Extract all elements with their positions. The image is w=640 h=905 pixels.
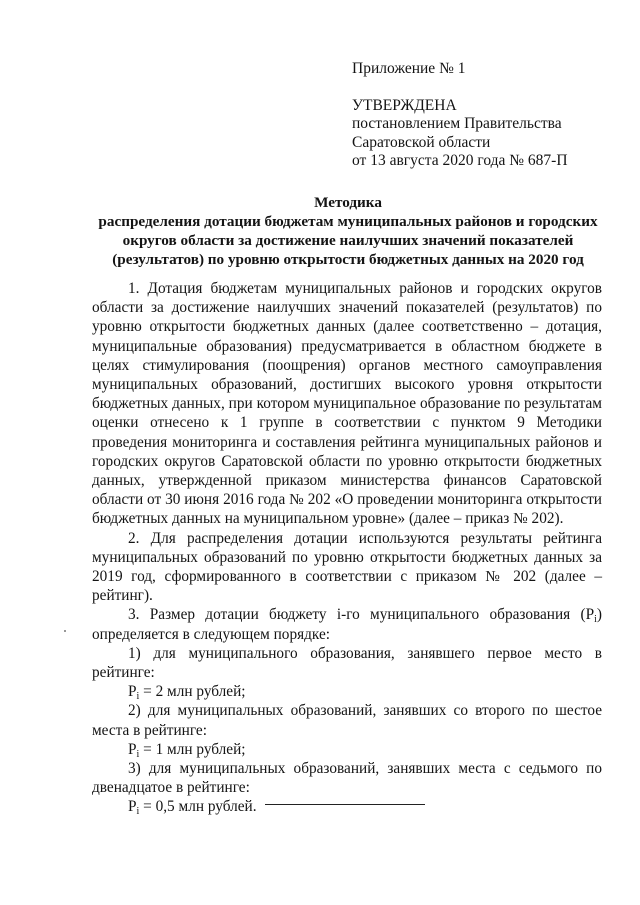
title-line-3: (результатов) по уровню открытости бюджетных данных на 2020 год xyxy=(112,251,584,268)
document-body xyxy=(92,279,602,817)
paragraph-2: 2. Для распределения дотации используются результаты рейтинга муниципальных образований по уровню открытости бюджетных данных за 2019 год, сформированного в соответствии с приказом № 202 (далее – рейтинг). xyxy=(92,529,602,605)
formula-3-value: = 0,5 млн рублей. xyxy=(139,798,257,816)
document-title xyxy=(84,193,612,269)
formula-3-symbol: P xyxy=(128,798,137,816)
approval-line-1: постановлением Правительства xyxy=(352,115,562,132)
appendix-label: Приложение № 1 xyxy=(352,60,466,77)
list-item-1: 1) для муниципального образования, занявшего первое место в рейтинге: xyxy=(92,644,602,682)
approved-label: УТВЕРЖДЕНА xyxy=(352,96,457,114)
formula-1 xyxy=(92,682,602,701)
title-line-2: округов области за достижение наилучших значений показателей xyxy=(122,232,574,249)
approval-line-3: от 13 августа 2020 года № 687-П xyxy=(352,152,568,169)
formula-1-symbol: P xyxy=(128,683,137,701)
scan-speck xyxy=(64,630,66,632)
formula-2-value: = 1 млн рублей; xyxy=(139,740,246,758)
formula-1-value: = 2 млн рублей; xyxy=(139,683,246,701)
formula-2-subscript: i xyxy=(136,748,140,760)
list-item-3: 3) для муниципальных образований, занявших места с седьмого по двенадцатое в рейтинге: xyxy=(92,760,602,797)
formula-1-subscript: i xyxy=(136,691,140,703)
formula-3-subscript: i xyxy=(136,806,140,818)
paragraph-3-subscript: i xyxy=(594,614,597,626)
paragraph-3-end: ) определяется в следующем порядке: xyxy=(92,606,602,643)
end-rule xyxy=(265,804,425,805)
list-item-2: 2) для муниципальных образований, занявших со второго по шестое места в рейтинге: xyxy=(92,702,602,739)
formula-2-symbol: P xyxy=(128,740,137,758)
paragraph-3 xyxy=(92,605,602,643)
approval-stamp xyxy=(352,60,622,171)
approval-line-2: Саратовской области xyxy=(352,133,491,151)
formula-2 xyxy=(92,740,602,759)
formula-3 xyxy=(92,797,602,816)
title-heading: Методика xyxy=(314,194,382,211)
title-line-1: распределения дотации бюджетам муниципальных районов и городских xyxy=(98,213,598,230)
paragraph-3-start: 3. Размер дотации бюджету i-го муниципального образования (P xyxy=(128,606,595,624)
paragraph-1: 1. Дотация бюджетам муниципальных районов и городских округов области за достижение наилучших значений показателей (результатов) по уровню открытости бюджетных данных (далее соответственно – дотация, муниципальные образования) предусматривается в областном бюджете в целях стимулирования (поощрения) органов местного самоуправления муниципальных образований, достигших высокого уровня открытости бюджетных данных, при котором муниципальное образование по результатам оценки отнесено к 1 группе в соответствии с пунктом 9 Методики проведения мониторинга и составления рейтинга муниципальных районов и городских округов Саратовской области по уровню открытости бюджетных данных, утвержденной приказом министерства финансов Саратовской области от 30 июня 2016 года № 202 «О проведении мониторинга открытости бюджетных данных на муниципальном уровне» (далее – приказ № 202). xyxy=(92,280,602,528)
